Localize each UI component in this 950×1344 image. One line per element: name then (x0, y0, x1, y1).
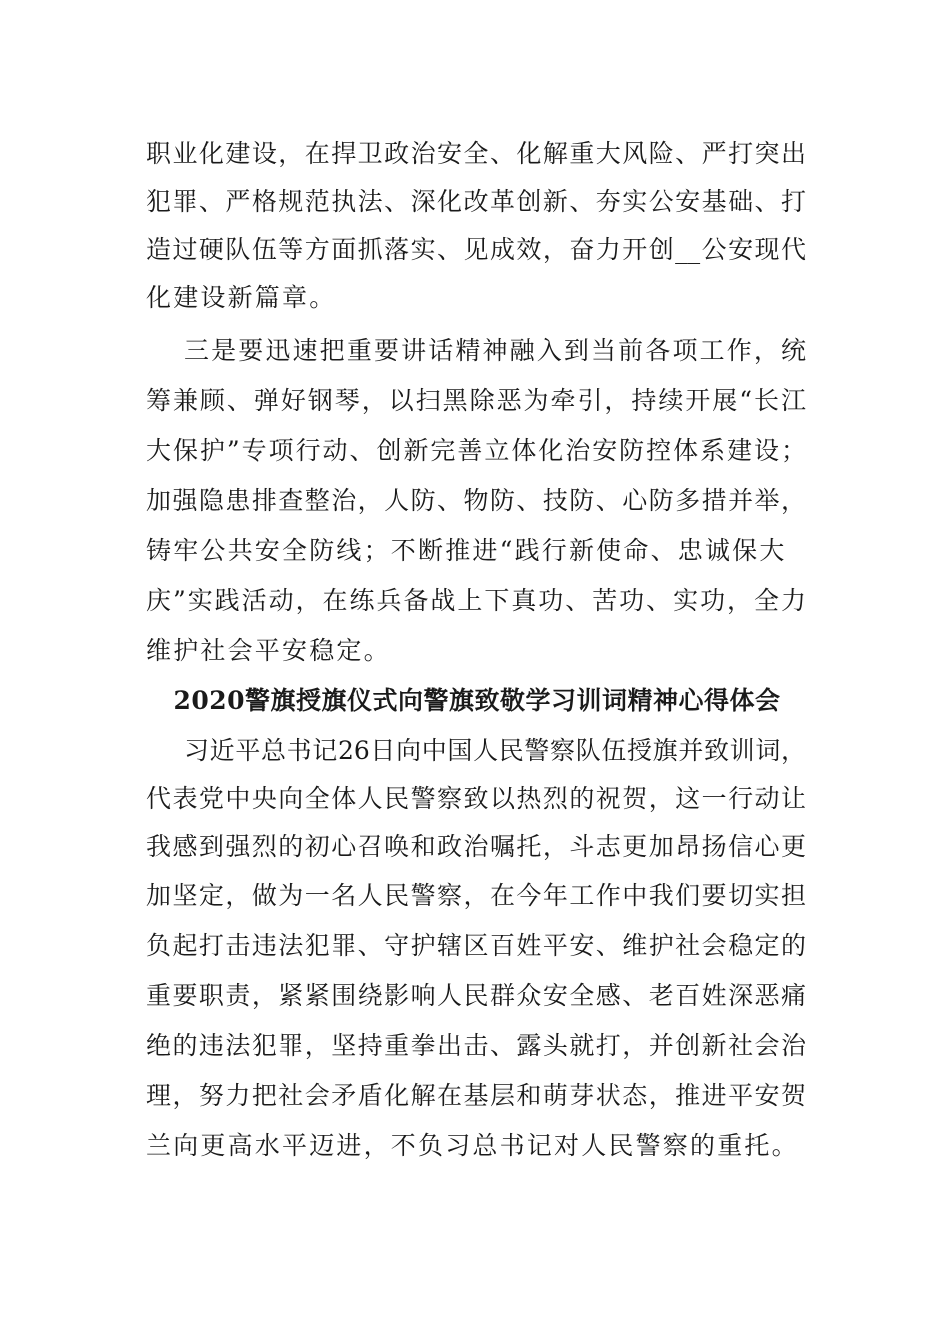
text-line: 维护社会平安稳定。 (146, 636, 391, 665)
text-line: 铸牢公共安全防线；不断推进“践行新使命、忠诚保大 (146, 536, 787, 565)
text-line: 职业化建设，在捍卫政治安全、化解重大风险、严打突出 (146, 139, 806, 168)
text-line: 负起打击违法犯罪、守护辖区百姓平安、维护社会稳定的 (146, 931, 806, 960)
text-line: 兰向更高水平迈进，不负习总书记对人民警察的重托。 (146, 1131, 799, 1160)
text-line: 犯罪、严格规范执法、深化改革创新、夯实公安基础、打 (146, 187, 806, 216)
text-line: 重要职责，紧紧围绕影响人民群众安全感、老百姓深恶痛 (146, 981, 806, 1010)
text-line: 加强隐患排查整治，人防、物防、技防、心防多措并举， (146, 486, 806, 515)
text-line: 我感到强烈的初心召唤和政治嘱托，斗志更加昂扬信心更 (146, 832, 806, 861)
text-line: 理，努力把社会矛盾化解在基层和萌芽状态，推进平安贺 (146, 1081, 806, 1110)
text-line: 代表党中央向全体人民警察致以热烈的祝贺，这一行动让 (146, 784, 806, 813)
text-line: 大保护”专项行动、创新完善立体化治安防控体系建设； (146, 436, 806, 465)
text-line: 筹兼顾、弹好钢琴，以扫黑除恶为牵引，持续开展“长江 (146, 386, 806, 415)
text-line: 三是要迅速把重要讲话精神融入到当前各项工作，统 (184, 336, 806, 365)
text-line: 造过硬队伍等方面抓落实、见成效，奋力开创__公安现代 (146, 235, 806, 264)
text-line: 加坚定，做为一名人民警察，在今年工作中我们要切实担 (146, 881, 806, 910)
text-line: 化建设新篇章。 (146, 283, 337, 312)
text-line: 习近平总书记26日向中国人民警察队伍授旗并致训词， (184, 736, 806, 765)
section-heading: 2020警旗授旗仪式向警旗致敬学习训词精神心得体会 (173, 686, 781, 715)
text-line: 庆”实践活动，在练兵备战上下真功、苦功、实功，全力 (146, 586, 806, 615)
text-line: 绝的违法犯罪，坚持重拳出击、露头就打，并创新社会治 (146, 1031, 806, 1060)
